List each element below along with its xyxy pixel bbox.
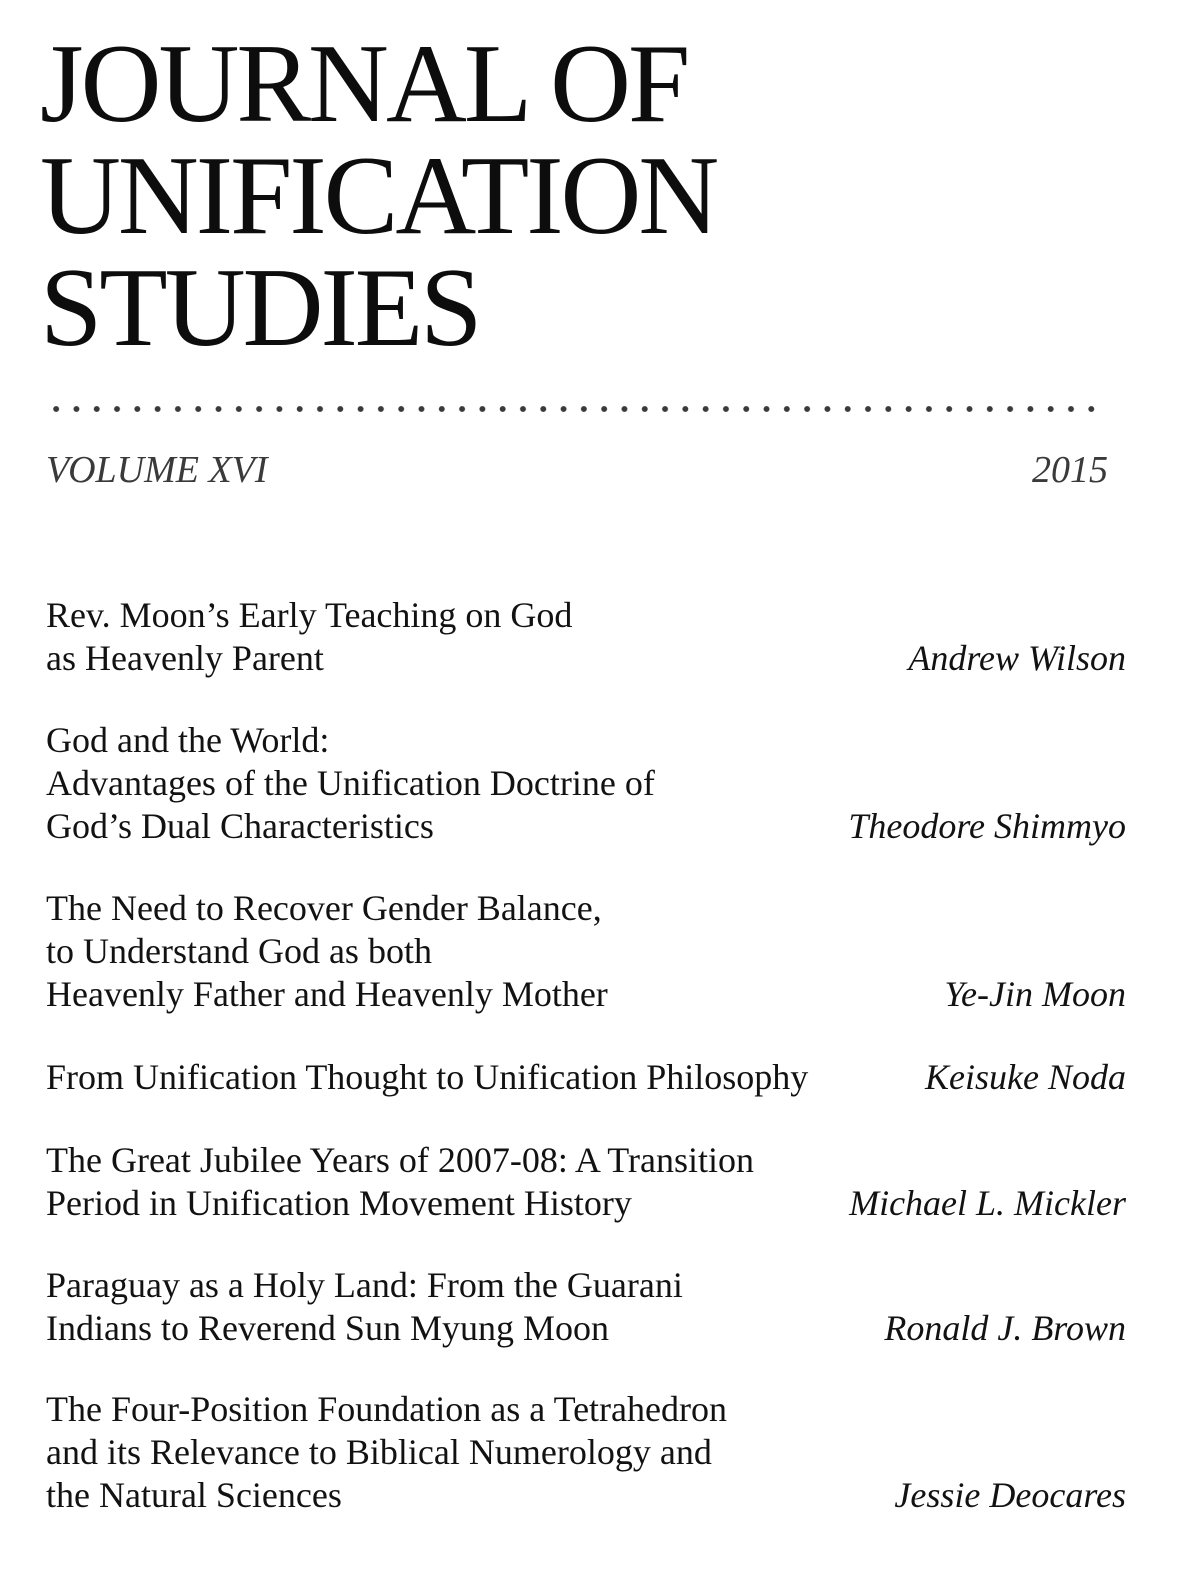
toc-author: Ye-Jin Moon — [944, 974, 1126, 1014]
toc-author: Andrew Wilson — [908, 638, 1126, 678]
toc-author: Michael L. Mickler — [849, 1183, 1126, 1223]
toc-author: Ronald J. Brown — [884, 1308, 1126, 1348]
toc-title-line: From Unification Thought to Unification Philosophy — [46, 1057, 809, 1097]
toc-author: Theodore Shimmyo — [848, 806, 1126, 846]
toc-title-line: The Great Jubilee Years of 2007-08: A Transition — [46, 1140, 754, 1180]
toc-title-line: Indians to Reverend Sun Myung Moon — [46, 1308, 609, 1348]
toc-title-line: the Natural Sciences — [46, 1475, 342, 1515]
volume-row — [46, 446, 1108, 494]
toc-title-line: God and the World: — [46, 720, 330, 760]
toc-title-line: Paraguay as a Holy Land: From the Guarani — [46, 1265, 683, 1305]
toc-title-line: and its Relevance to Biblical Numerology and — [46, 1432, 712, 1472]
toc-author: Keisuke Noda — [925, 1057, 1126, 1097]
toc-entry — [46, 1264, 1126, 1350]
toc-entry — [46, 887, 1126, 1016]
masthead-line: UNIFICATION — [40, 134, 717, 258]
toc-entry — [46, 594, 1126, 680]
toc-title-line: God’s Dual Characteristics — [46, 806, 434, 846]
toc-title-line: as Heavenly Parent — [46, 638, 324, 678]
masthead-line: STUDIES — [40, 246, 480, 370]
volume-label: VOLUME XVI — [46, 449, 268, 491]
toc-entry — [46, 719, 1126, 848]
toc-title-line: Heavenly Father and Heavenly Mother — [46, 974, 608, 1014]
toc-title-line: to Understand God as both — [46, 931, 432, 971]
toc-author: Jessie Deocares — [894, 1475, 1126, 1515]
toc-title-line: The Four-Position Foundation as a Tetrahedron — [46, 1389, 727, 1429]
toc-entry — [46, 1056, 1126, 1099]
toc-title-line: Rev. Moon’s Early Teaching on God — [46, 595, 573, 635]
toc-title-line: Period in Unification Movement History — [46, 1183, 632, 1223]
toc-entry — [46, 1139, 1126, 1225]
toc-entry — [46, 1388, 1126, 1517]
toc-title-line: The Need to Recover Gender Balance, — [46, 888, 602, 928]
dotted-divider — [46, 404, 1106, 414]
year-label: 2015 — [1032, 449, 1108, 491]
journal-masthead — [40, 22, 940, 370]
toc-title-line: Advantages of the Unification Doctrine of — [46, 763, 655, 803]
masthead-line: JOURNAL OF — [40, 22, 688, 146]
